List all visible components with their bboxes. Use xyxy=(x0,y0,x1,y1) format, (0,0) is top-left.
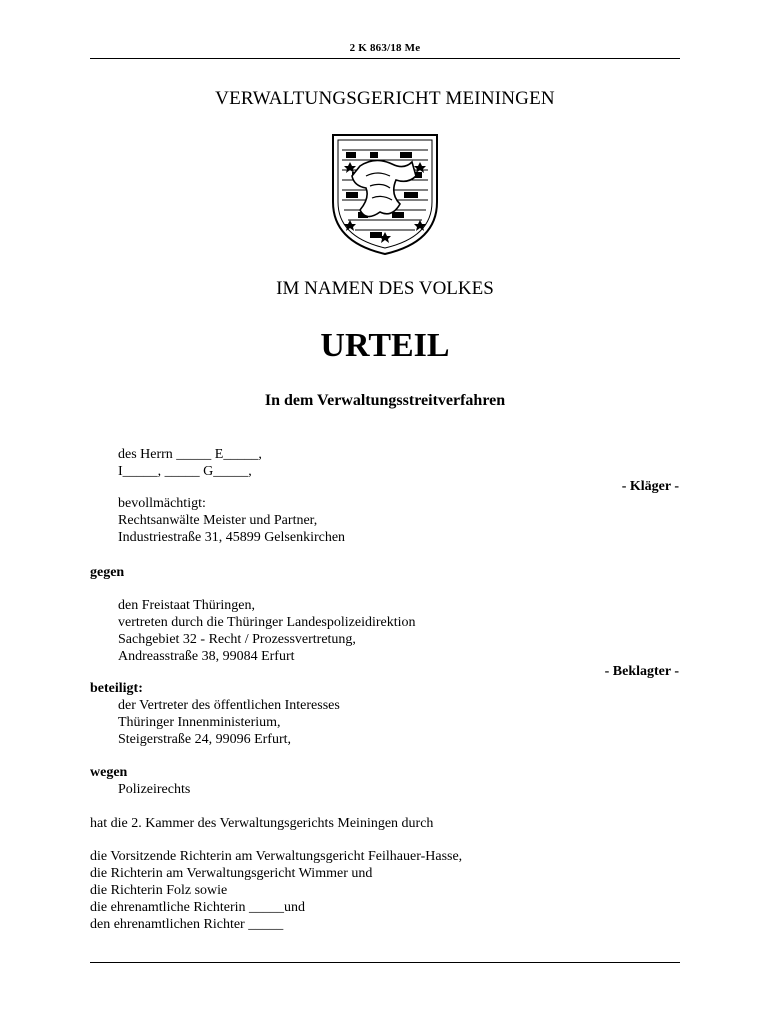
counsel-label: bevollmächtigt: xyxy=(118,496,206,511)
plaintiff-line: I_____, _____ G_____, xyxy=(118,464,252,479)
counsel-line: Industriestraße 31, 45899 Gelsenkirchen xyxy=(118,530,346,545)
involved-line: Thüringer Innenministerium, xyxy=(118,715,281,730)
plaintiff-line: des Herrn _____ E_____, xyxy=(118,447,262,462)
subject-label: wegen xyxy=(90,765,128,780)
subject-value: Polizeirechts xyxy=(118,782,191,797)
defendant-line: den Freistaat Thüringen, xyxy=(118,598,255,613)
file-number: 2 K 863/18 Me xyxy=(349,42,421,54)
involved-line: der Vertreter des öffentlichen Interesses xyxy=(118,698,340,713)
against-label: gegen xyxy=(90,565,125,580)
defendant-line: vertreten durch die Thüringer Landespolizeidirektion xyxy=(118,615,416,630)
involved-line: Steigerstraße 24, 99096 Erfurt, xyxy=(118,732,292,747)
judge-line: die Richterin Folz sowie xyxy=(90,883,228,898)
defendant-line: Sachgebiet 32 - Recht / Prozessvertretung, xyxy=(118,632,356,647)
court-name: VERWALTUNGSGERICHT MEININGEN xyxy=(215,88,555,109)
judge-line: den ehrenamtlichen Richter _____ xyxy=(90,917,284,932)
plaintiff-role: - Kläger - xyxy=(621,479,679,494)
counsel-line: Rechtsanwälte Meister und Partner, xyxy=(118,513,318,528)
proceeding-subtitle: In dem Verwaltungsstreitverfahren xyxy=(264,392,506,409)
judge-line: die Richterin am Verwaltungsgericht Wimmer und xyxy=(90,866,373,881)
involved-label: beteiligt: xyxy=(90,681,143,696)
defendant-line: Andreasstraße 38, 99084 Erfurt xyxy=(118,649,295,664)
judge-line: die ehrenamtliche Richterin _____und xyxy=(90,900,305,915)
judge-line: die Vorsitzende Richterin am Verwaltungsgericht Feilhauer-Hasse, xyxy=(90,849,463,864)
in-the-name-of-the-people: IM NAMEN DES VOLKES xyxy=(276,278,494,299)
defendant-role: - Beklagter - xyxy=(604,664,679,679)
thuringia-coat-of-arms-icon xyxy=(330,132,440,257)
footer-rule xyxy=(90,962,680,963)
document-title: URTEIL xyxy=(320,327,450,364)
chamber-sentence: hat die 2. Kammer des Verwaltungsgerichts Meiningen durch xyxy=(90,816,434,831)
header-rule xyxy=(90,58,680,59)
